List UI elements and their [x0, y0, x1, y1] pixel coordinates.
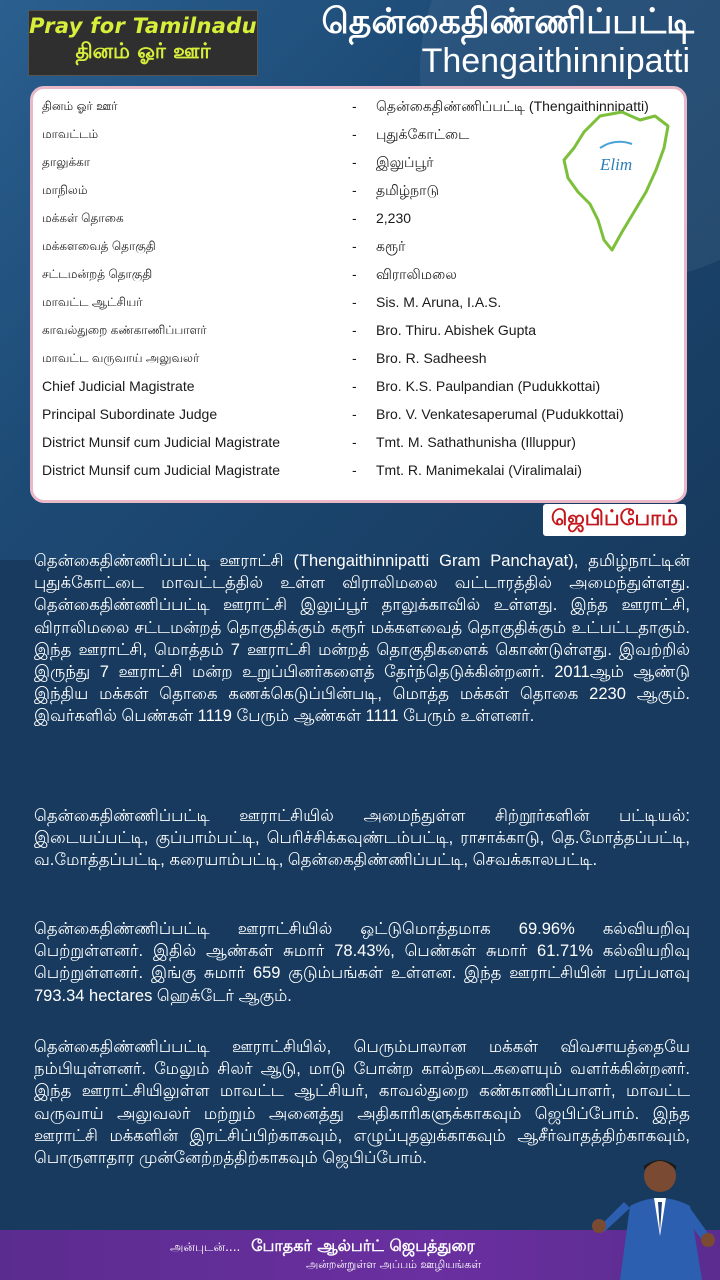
info-key: Principal Subordinate Judge [42, 406, 218, 422]
pray-for-tamilnadu-badge [28, 10, 258, 76]
paragraph: தென்கைதிண்ணிப்பட்டி ஊராட்சியில் ஒட்டுமொத்தமாக 69.96% கல்வியறிவு பெற்றுள்ளனர். இதில் ஆண்கள் சுமார் 78.43%, பெண்கள் சுமார் 61.71% கல்வியறிவு பெற்றுள்ளனர். இங்கு சுமார் 659 குடும்பங்கள் உள்ளன. இந்த ஊராட்சியின் பரப்பளவு 793.34 hectares ஹெக்டேர் ஆகும். [34, 920, 690, 1005]
info-value: விராலிமலை [376, 266, 457, 282]
info-key: சட்டமன்றத் தொகுதி [42, 267, 153, 281]
info-key: District Munsif cum Judicial Magistrate [42, 434, 281, 450]
info-row [42, 459, 682, 485]
info-separator: - [352, 154, 357, 170]
info-key: தினம் ஓர் ஊர் [42, 99, 118, 113]
info-key: மாவட்ட ஆட்சியர் [42, 295, 143, 309]
info-row [42, 375, 682, 401]
info-value: Tmt. M. Sathathunisha (Illuppur) [376, 434, 576, 450]
info-row [42, 403, 682, 429]
info-row [42, 319, 682, 345]
info-value: Bro. V. Venkatesaperumal (Pudukkottai) [376, 406, 624, 422]
info-value: Bro. K.S. Paulpandian (Pudukkottai) [376, 378, 601, 394]
info-key: மாவட்ட வருவாய் அலுவலர் [42, 351, 200, 365]
info-separator: - [352, 322, 357, 338]
info-separator: - [352, 98, 357, 114]
info-value: புதுக்கோட்டை [376, 126, 470, 142]
info-row [42, 291, 682, 317]
info-separator: - [352, 238, 357, 254]
info-separator: - [352, 350, 357, 366]
pray-label: ஜெபிப்போம் [543, 504, 686, 536]
paragraph: தென்கைதிண்ணிப்பட்டி ஊராட்சியில் அமைந்துள்ள சிற்றூர்களின் பட்டியல்: இடையப்பட்டி, குப்பாம்பட்டி, பெரிச்சிக்கவுண்டம்பட்டி, ராசாக்காடு, தெ.மோத்தப்பட்டி, வ.மோத்தப்பட்டி, கரையாம்பட்டி, தென்கைதிண்ணிப்பட்டி, செவக்காலபட்டி. [34, 807, 690, 870]
info-row [42, 263, 682, 289]
info-value: Tmt. R. Manimekalai (Viralimalai) [376, 462, 582, 478]
info-separator: - [352, 434, 357, 450]
info-key: Chief Judicial Magistrate [42, 378, 195, 394]
info-value: தமிழ்நாடு [376, 182, 439, 198]
info-separator: - [352, 294, 357, 310]
info-row [42, 347, 682, 373]
footer-prefix: அன்புடன்.... [170, 1240, 241, 1254]
info-key: மக்களவைத் தொகுதி [42, 239, 156, 253]
info-value: 2,230 [376, 210, 412, 226]
info-key: காவல்துறை கண்காணிப்பாளர் [42, 323, 207, 337]
info-key: மாவட்டம் [42, 127, 99, 141]
info-separator: - [352, 210, 357, 226]
info-value: தென்கைதிண்ணிப்பட்டி (Thengaithinnipatti) [376, 98, 649, 114]
info-value: Bro. Thiru. Abishek Gupta [376, 322, 537, 338]
footer-subtitle: அன்றன்றுள்ள அப்பம் ஊழியங்கள் [306, 1258, 482, 1271]
footer-name: போதகர் ஆல்பர்ட் ஜெபத்துரை [251, 1236, 475, 1255]
info-value: Bro. R. Sadheesh [376, 350, 487, 366]
info-row [42, 431, 682, 457]
paragraph: தென்கைதிண்ணிப்பட்டி ஊராட்சி (Thengaithinnipatti Gram Panchayat), தமிழ்நாட்டின் புதுக்கோட்டை மாவட்டத்தில் உள்ள விராலிமலை வட்டாரத்தில் அமைந்துள்ளது. தென்கைதிண்ணிப்பட்டி ஊராட்சி இலுப்பூர் தாலுக்காவில் உள்ளது. இந்த ஊராட்சி, விராலிமலை சட்டமன்றத் தொகுதிக்கும் கரூர் மக்களவைத் தொகுதிக்கும் உட்பட்டதாகும். இந்த ஊராட்சி, மொத்தம் 7 ஊராட்சி மன்றத் தொகுதிகளைக் கொண்டுள்ளது. இவற்றில் இருந்து 7 ஊராட்சி மன்ற உறுப்பினர்களைத் தேர்ந்தெடுக்கின்றனர். 2011ஆம் ஆண்டு இந்திய மக்கள் தொகை கணக்கெடுப்பின்படி, மொத்த மக்கள் தொகை 2230 ஆகும். இவர்களில் பெண்கள் 1119 பேரும் ஆண்கள் 1111 பேரும் உள்ளனர். [34, 552, 690, 726]
info-value: இலுப்பூர் [376, 154, 434, 170]
elim-logo: Elim [600, 155, 633, 174]
info-key: மாநிலம் [42, 183, 88, 197]
info-separator: - [352, 378, 357, 394]
badge-subtitle: தினம் ஓர் ஊர் [75, 39, 211, 63]
tamilnadu-map-icon [560, 108, 675, 258]
info-value: Sis. M. Aruna, I.A.S. [376, 294, 502, 310]
paragraph: தென்கைதிண்ணிப்பட்டி ஊராட்சியில், பெரும்பாலான மக்கள் விவசாயத்தையே நம்பியுள்ளனர். மேலும் சிலர் ஆடு, மாடு போன்ற கால்நடைகளையும் வளர்க்கின்றனர். இந்த ஊராட்சியிலுள்ள மாவட்ட ஆட்சியர், காவல்துறை கண்காணிப்பாளர், மாவட்ட வருவாய் அலுவலர் மற்றும் அனைத்து அதிகாரிகளுக்காகவும் ஜெபிப்போம். இந்த ஊராட்சி மக்களின் இரட்சிப்பிற்காகவும், எழுப்புதலுக்காகவும் ஆசீர்வாதத்திற்காகவும், பொருளாதார முன்னேற்றத்திற்காகவும் ஜெபிப்போம். [34, 1038, 690, 1168]
info-separator: - [352, 182, 357, 198]
info-separator: - [352, 406, 357, 422]
info-separator: - [352, 266, 357, 282]
info-value: கரூர் [376, 238, 406, 254]
info-separator: - [352, 126, 357, 142]
pastor-photo [590, 1136, 720, 1280]
info-key: மக்கள் தொகை [42, 211, 124, 225]
village-title-tamil: தென்கைதிண்ணிப்பட்டி [321, 2, 694, 42]
info-key: தாலுக்கா [42, 155, 91, 169]
info-separator: - [352, 462, 357, 478]
info-key: District Munsif cum Judicial Magistrate [42, 462, 281, 478]
village-title-english: Thengaithinnipatti [421, 42, 690, 80]
footer-signature [170, 1236, 475, 1257]
badge-title: Pray for Tamilnadu [29, 14, 257, 38]
